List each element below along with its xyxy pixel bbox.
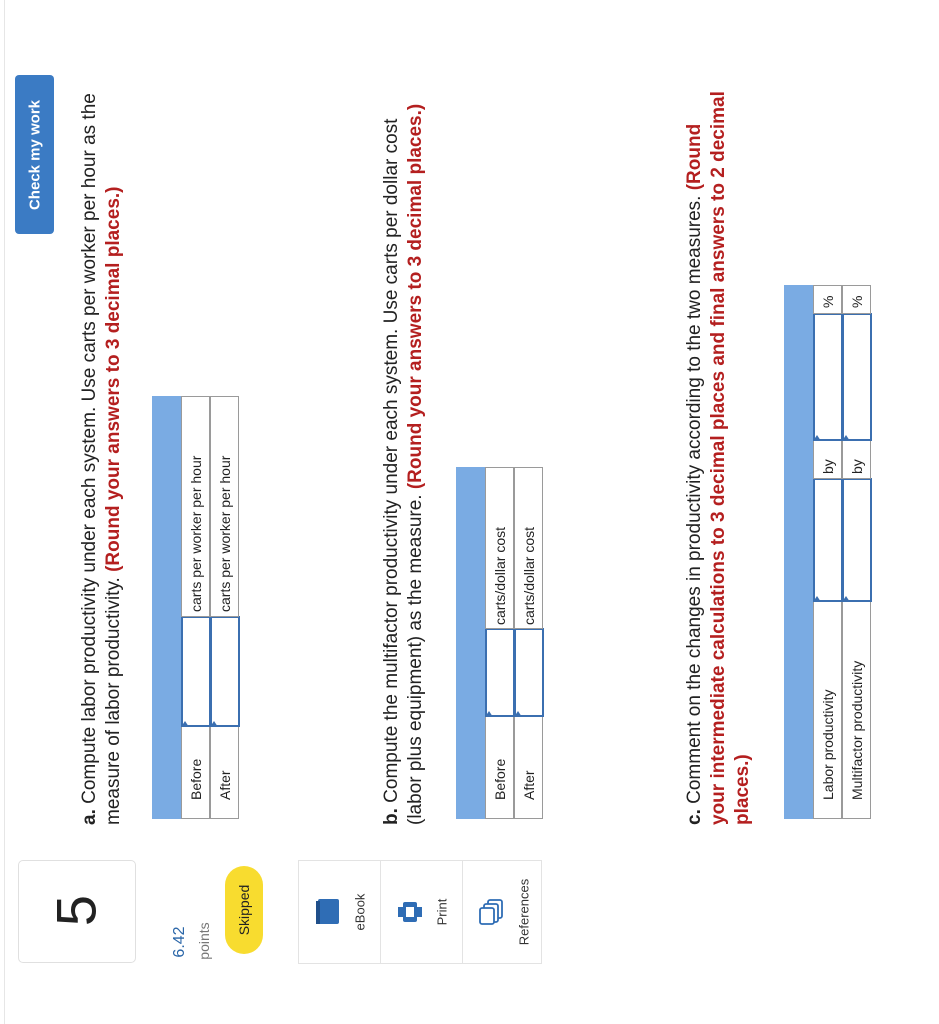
answer-marker-icon	[813, 435, 821, 441]
part-b-after-unit: carts/dollar cost	[521, 526, 537, 625]
part-c-labor-label: Labor productivity	[820, 689, 836, 800]
ebook-button[interactable]	[298, 860, 382, 964]
part-c-instruction: (Round your intermediate calculations to 3 decimal places and final answers to 2 decimal places.)	[684, 91, 753, 825]
answer-marker-icon	[514, 711, 522, 717]
print-button[interactable]	[380, 860, 464, 964]
answer-marker-icon	[181, 721, 189, 727]
status-badge-label: Skipped	[236, 884, 252, 936]
part-c-multifactor-input[interactable]	[842, 313, 872, 441]
part-c-multifactor-label: Multifactor productivity	[849, 660, 865, 800]
answer-marker-icon	[813, 596, 821, 602]
part-b-after-label: After	[521, 770, 537, 800]
part-a-question	[78, 90, 126, 825]
print-label: Print	[434, 898, 450, 926]
part-c-labor-unit: %	[820, 295, 836, 308]
part-a-after-label: After	[217, 770, 233, 800]
part-b-question	[380, 90, 428, 825]
part-a-before-unit: carts per worker per hour	[188, 455, 204, 612]
answer-marker-icon	[842, 435, 850, 441]
part-a-after-input[interactable]	[210, 616, 240, 727]
points-label: points	[196, 922, 212, 960]
part-c-letter: c.	[684, 809, 705, 825]
references-icon	[479, 898, 505, 926]
part-c-multifactor-unit: %	[849, 295, 865, 308]
part-b-before-unit: carts/dollar cost	[492, 526, 508, 625]
answer-marker-icon	[210, 721, 218, 727]
page-edge	[4, 0, 5, 1024]
question-number: 5	[44, 894, 108, 927]
part-a-after-unit: carts per worker per hour	[217, 455, 233, 612]
part-b-before-input[interactable]	[485, 628, 515, 717]
part-a-text: Compute labor productivity under each system. Use carts per worker per hour as the measure of labor productivity.	[79, 93, 124, 825]
book-icon	[315, 898, 341, 926]
answer-marker-icon	[842, 596, 850, 602]
part-c-question	[683, 90, 755, 825]
part-b-text: Compute the multifactor productivity under each system. Use carts per dollar cost (labor plus equipment) as the measure.	[381, 118, 426, 825]
references-button[interactable]	[462, 860, 542, 964]
part-a-before-input[interactable]	[181, 616, 211, 727]
part-c-table-header	[784, 285, 813, 819]
part-c-labor-by: by	[820, 459, 836, 474]
part-a-table-header	[152, 396, 181, 819]
part-c-multifactor-select[interactable]	[842, 478, 872, 602]
check-my-work-label: Check my work	[26, 99, 43, 210]
check-my-work-button[interactable]	[15, 75, 54, 234]
part-b-letter: b.	[381, 808, 402, 825]
part-c-labor-input[interactable]	[813, 313, 843, 441]
part-b-before-label: Before	[492, 758, 508, 800]
part-b-instruction: (Round your answers to 3 decimal places.)	[405, 103, 426, 490]
printer-icon	[397, 898, 423, 926]
points-value: 6.42	[171, 926, 188, 958]
part-a-instruction: (Round your answers to 3 decimal places.)	[103, 186, 124, 572]
part-a-before-label: Before	[188, 758, 204, 800]
part-c-multifactor-by: by	[849, 459, 865, 474]
part-c-text: Comment on the changes in productivity according to the two measures.	[684, 190, 705, 810]
ebook-label: eBook	[352, 893, 368, 931]
part-b-table-header	[456, 467, 485, 819]
answer-marker-icon	[485, 711, 493, 717]
status-badge	[225, 866, 263, 954]
table-row-label-cell	[514, 716, 543, 819]
references-label: References	[516, 878, 532, 946]
part-b-after-input[interactable]	[514, 628, 544, 717]
part-a-letter: a.	[79, 809, 100, 825]
part-c-labor-select[interactable]	[813, 478, 843, 602]
